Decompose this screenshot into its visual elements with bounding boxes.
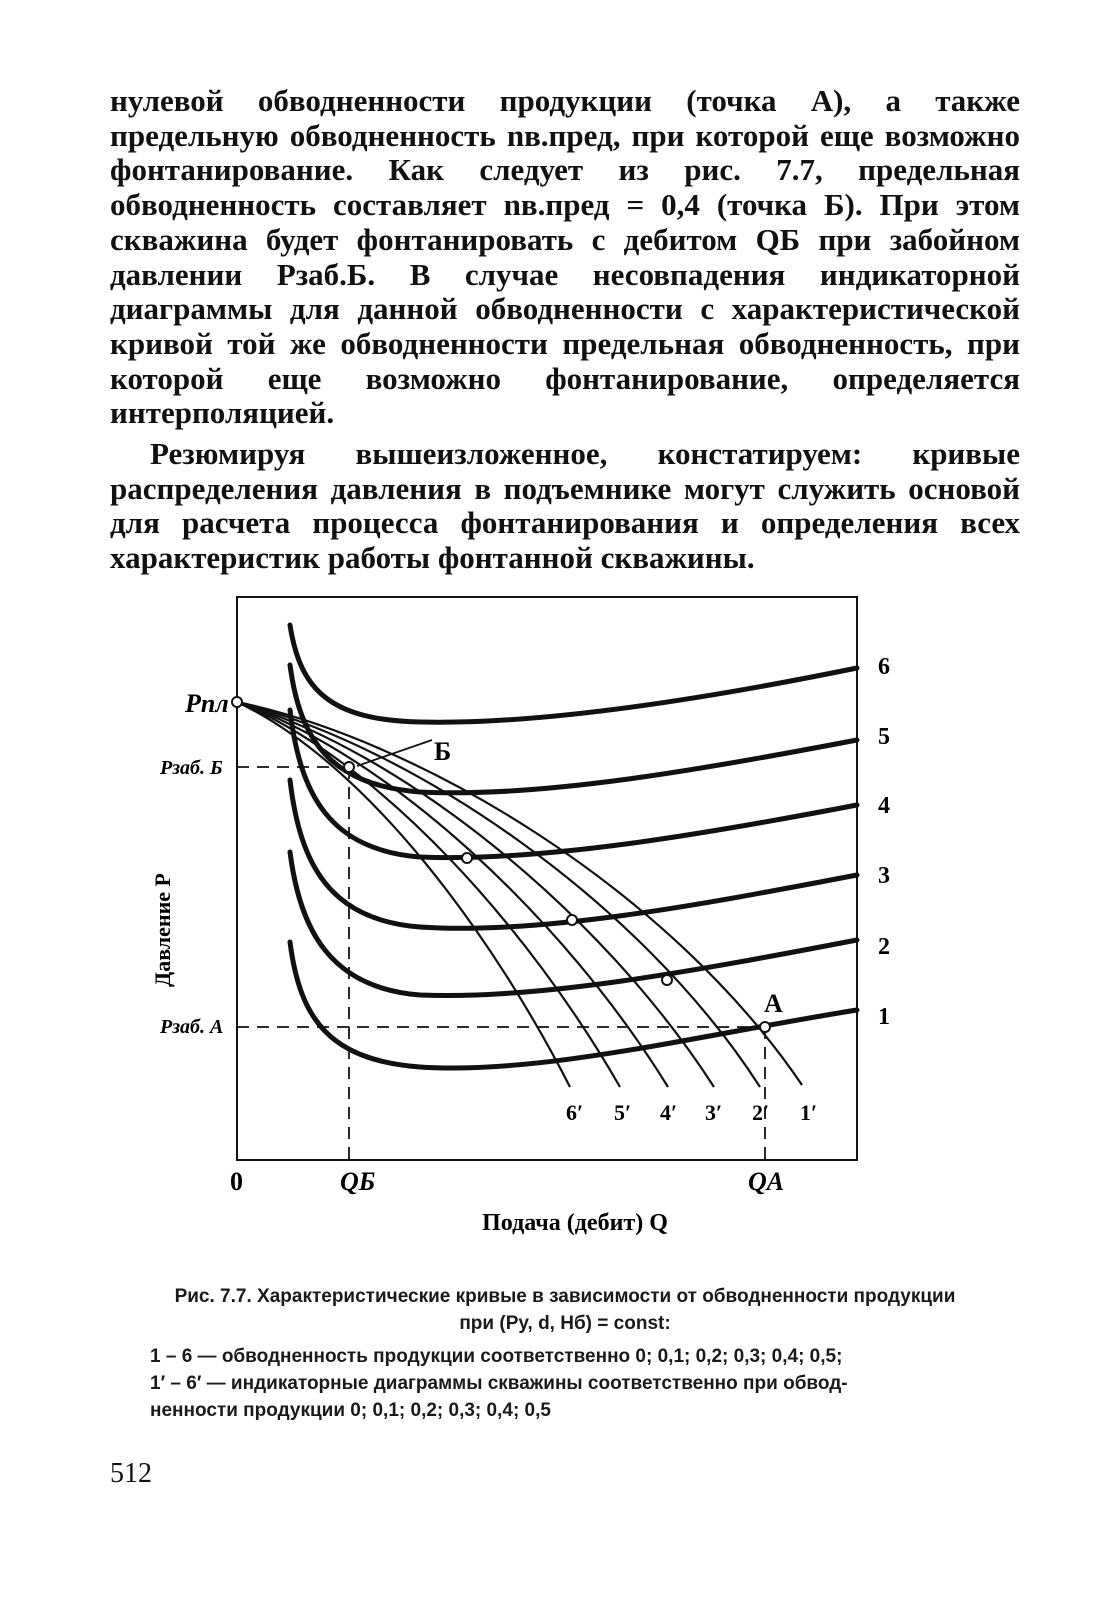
x-tick-q-a: QА [748, 1167, 785, 1196]
curve-3 [290, 780, 857, 928]
indicator-label-6: 6′ [566, 1100, 584, 1125]
curve-label-1: 1 [878, 1004, 890, 1030]
indicator-labels [566, 1100, 817, 1125]
caption-line3: ненности продукции 0; 0,1; 0,2; 0,3; 0,4; 0,5 [150, 1400, 551, 1421]
page-number: 512 [110, 1458, 152, 1489]
indicator-5 [237, 702, 620, 1087]
indicator-label-2: 2′ [752, 1100, 770, 1125]
indicator-label-5: 5′ [614, 1100, 632, 1125]
x-axis-label: Подача (дебит) Q [482, 1210, 668, 1236]
indicator-2 [237, 702, 760, 1087]
indicator-label-1: 1′ [800, 1100, 818, 1125]
curve-label-2: 2 [878, 934, 890, 960]
body-text [110, 84, 1020, 576]
y-tick-p-zab-b: Pзаб. Б [160, 757, 223, 779]
plot-frame [237, 597, 857, 1160]
point-b [344, 762, 354, 772]
origin-label: 0 [230, 1167, 243, 1196]
figure-caption [110, 1283, 1020, 1424]
y-axis-label: Давление P [150, 873, 175, 987]
point-a-label: А [764, 989, 783, 1018]
point-intersection-4 [462, 853, 472, 863]
caption-line2: 1′ – 6′ — индикаторные диаграммы скважины соответственно при обвод- [150, 1373, 848, 1394]
point-intersection-2 [662, 975, 672, 985]
curve-label-4: 4 [878, 793, 890, 819]
point-a [760, 1022, 770, 1032]
x-tick-q-b: QБ [340, 1167, 376, 1196]
paragraph-1: нулевой обводненности продукции (точка А), а также предельную обводненность nв.пред, при которой еще возможно фонтанирование. Как следует из рис. 7.7, предельная обводненность составляет nв.пред = 0,4 (точка Б). При этом скважина будет фонтанировать с дебитом QБ при забойном давлении Pзаб.Б. В случае несовпадения индикаторной диаграммы для данной обводненности с характеристической кривой той же обводненности предельная обводненность, при которой еще возможно фонтанирование, определяется интерполяцией. [110, 83, 1020, 431]
point-b-label: Б [434, 737, 452, 766]
curve-label-6: 6 [878, 654, 890, 680]
point-p-pl [232, 697, 242, 707]
figure-svg [0, 590, 1108, 1250]
curve-6 [290, 625, 857, 722]
caption-line1: 1 – 6 — обводненность продукции соответственно 0; 0,1; 0,2; 0,3; 0,4; 0,5; [150, 1346, 843, 1367]
paragraph-2: Резюмируя вышеизложенное, констатируем: кривые распределения давления в подъемнике могут служить основой для расчета процесса фонтанирования и определения всех характеристик работы фонтанной скважины. [110, 436, 1020, 576]
point-intersection-3 [567, 915, 577, 925]
caption-title-line1: Рис. 7.7. Характеристические кривые в зависимости от обводненности продукции [174, 1286, 956, 1307]
indicator-3 [237, 702, 714, 1087]
y-tick-p-zab-a: Pзаб. А [160, 1016, 224, 1038]
indicator-label-3: 3′ [705, 1100, 723, 1125]
y-tick-p-pl: Pпл [185, 689, 229, 718]
caption-title-line2: при (Pу, d, Hб) = const: [459, 1313, 671, 1334]
indicator-label-4: 4′ [660, 1100, 678, 1125]
curve-label-3: 3 [878, 863, 890, 889]
guide-lines [237, 767, 765, 1160]
figure-7-7 [0, 590, 1108, 1250]
curve-labels [878, 654, 890, 1030]
curve-label-5: 5 [878, 724, 890, 750]
